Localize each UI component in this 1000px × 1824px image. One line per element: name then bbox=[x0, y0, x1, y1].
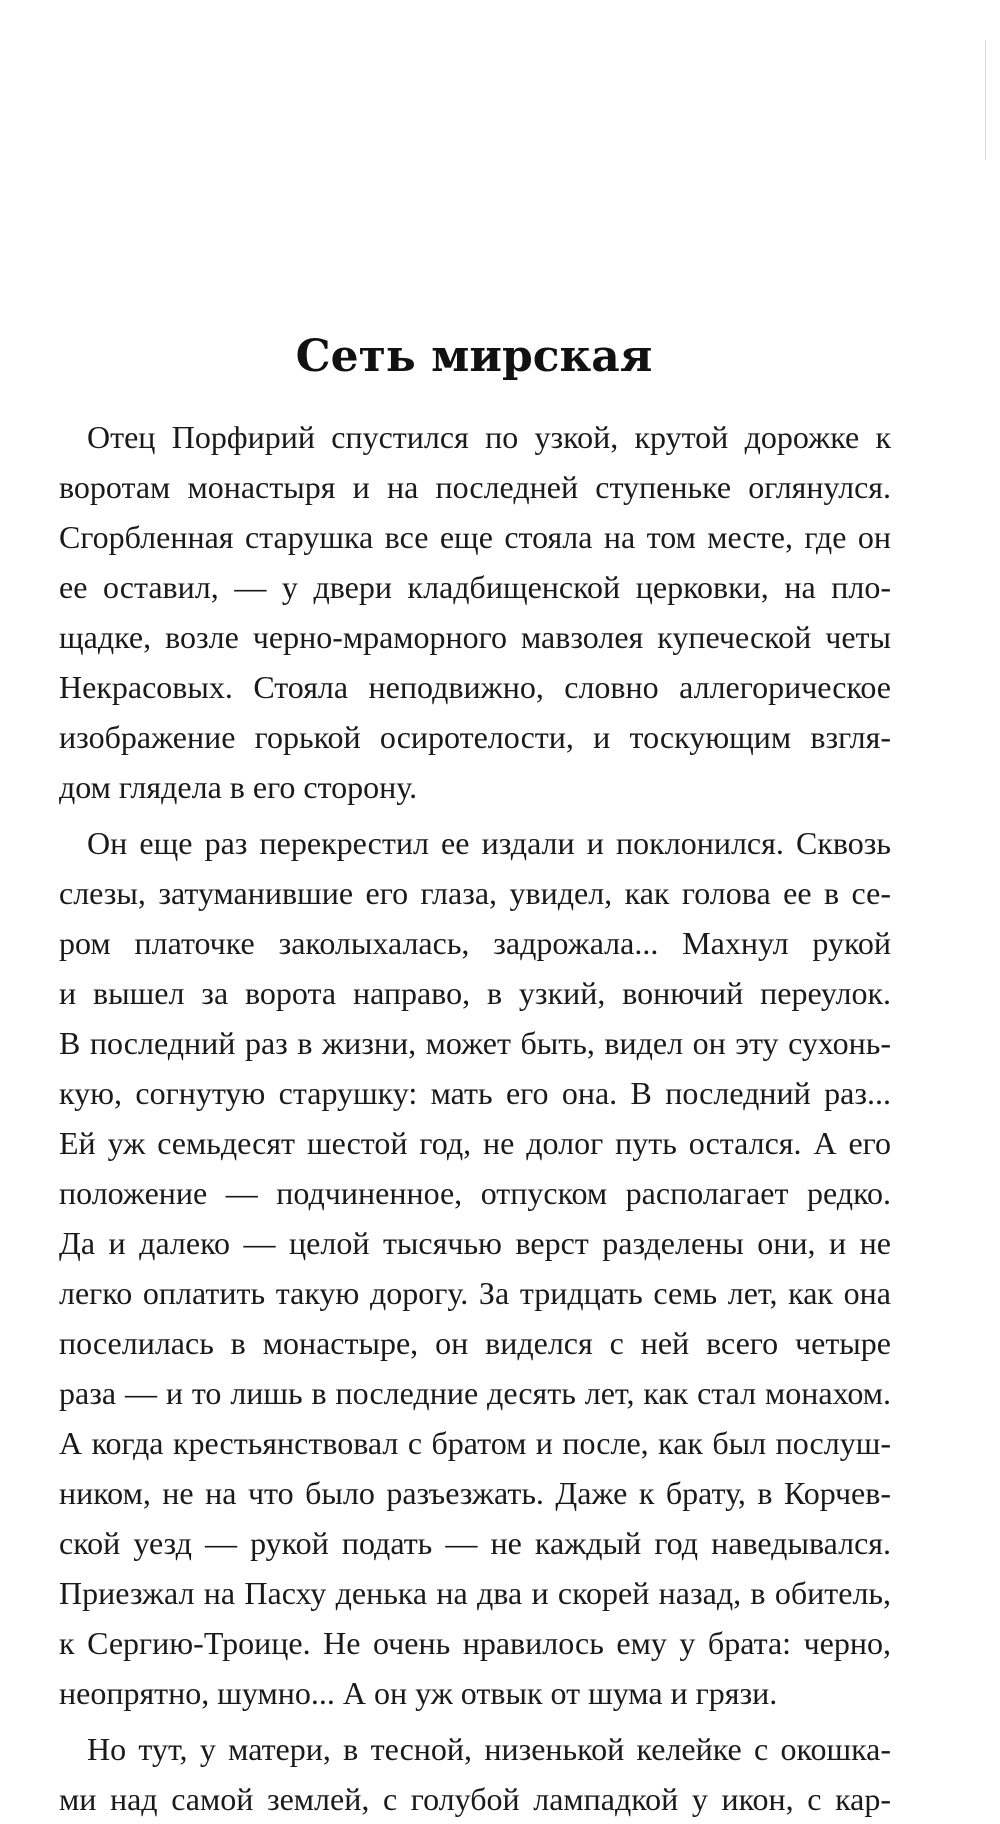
text-line: Он еще раз перекрестил ее издали и поклонился. Сквозь bbox=[87, 825, 891, 861]
text-line: легко оплатить такую дорогу. За тридцать семь лет, как она bbox=[59, 1275, 891, 1311]
chapter-title: Сеть мирская bbox=[295, 331, 653, 383]
body-text bbox=[59, 412, 891, 1824]
paragraph-1 bbox=[59, 412, 891, 812]
text-line: дом глядела в его сторону. bbox=[59, 769, 418, 805]
text-line: Некрасовых. Стояла неподвижно, словно аллегорическое bbox=[59, 669, 891, 705]
text-line: кую, согнутую старушку: мать его она. В последний раз... bbox=[59, 1075, 891, 1111]
text-line: Отец Порфирий спустился по узкой, крутой дорожке к bbox=[87, 419, 891, 455]
text-line: ее оставил, — у двери кладбищенской церковки, на пло- bbox=[59, 569, 891, 605]
text-line: к Сергию-Троице. Не очень нравилось ему у брата: черно, bbox=[59, 1625, 891, 1661]
paragraph-3 bbox=[59, 1724, 891, 1824]
text-line: Но тут, у матери, в тесной, низенькой келейке с окошка- bbox=[87, 1731, 891, 1767]
text-line: поселилась в монастыре, он виделся с ней всего четыре bbox=[59, 1325, 891, 1361]
text-line: Сгорбленная старушка все еще стояла на том месте, где он bbox=[59, 519, 891, 555]
text-line: Да и далеко — целой тысячью верст разделены они, и не bbox=[59, 1225, 891, 1261]
text-line: ником, не на что было разъезжать. Даже к брату, в Корчев- bbox=[59, 1475, 891, 1511]
text-line: неопрятно, шумно... А он уж отвык от шума и грязи. bbox=[59, 1675, 778, 1711]
paragraph-2 bbox=[59, 818, 891, 1718]
text-line: и вышел за ворота направо, в узкий, вонючий переулок. bbox=[59, 975, 891, 1011]
text-line: воротам монастыря и на последней ступеньке оглянулся. bbox=[59, 469, 891, 505]
text-line: изображение горькой осиротелости, и тоскующим взгля- bbox=[59, 719, 891, 755]
text-line: положение — подчиненное, отпуском располагает редко. bbox=[59, 1175, 891, 1211]
text-line: Приезжал на Пасху денька на два и скорей назад, в обитель, bbox=[59, 1575, 891, 1611]
text-line: Ей уж семьдесят шестой год, не долог путь остался. А его bbox=[59, 1125, 891, 1161]
text-line: щадке, возле черно-мраморного мавзолея купеческой четы bbox=[59, 619, 891, 655]
text-line: слезы, затуманившие его глаза, увидел, как голова ее в се- bbox=[59, 875, 891, 911]
page-edge-shadow bbox=[985, 40, 986, 160]
text-line: В последний раз в жизни, может быть, видел он эту сухонь- bbox=[59, 1025, 891, 1061]
text-line: ской уезд — рукой подать — не каждый год наведывался. bbox=[59, 1525, 891, 1561]
text-line: раза — и то лишь в последние десять лет, как стал монахом. bbox=[59, 1375, 891, 1411]
text-line: А когда крестьянствовал с братом и после, как был послуш- bbox=[59, 1425, 891, 1461]
text-line: ром платочке заколыхалась, задрожала... Махнул рукой bbox=[59, 925, 891, 961]
text-line: ми над самой землей, с голубой лампадкой у икон, с кар- bbox=[59, 1781, 891, 1817]
